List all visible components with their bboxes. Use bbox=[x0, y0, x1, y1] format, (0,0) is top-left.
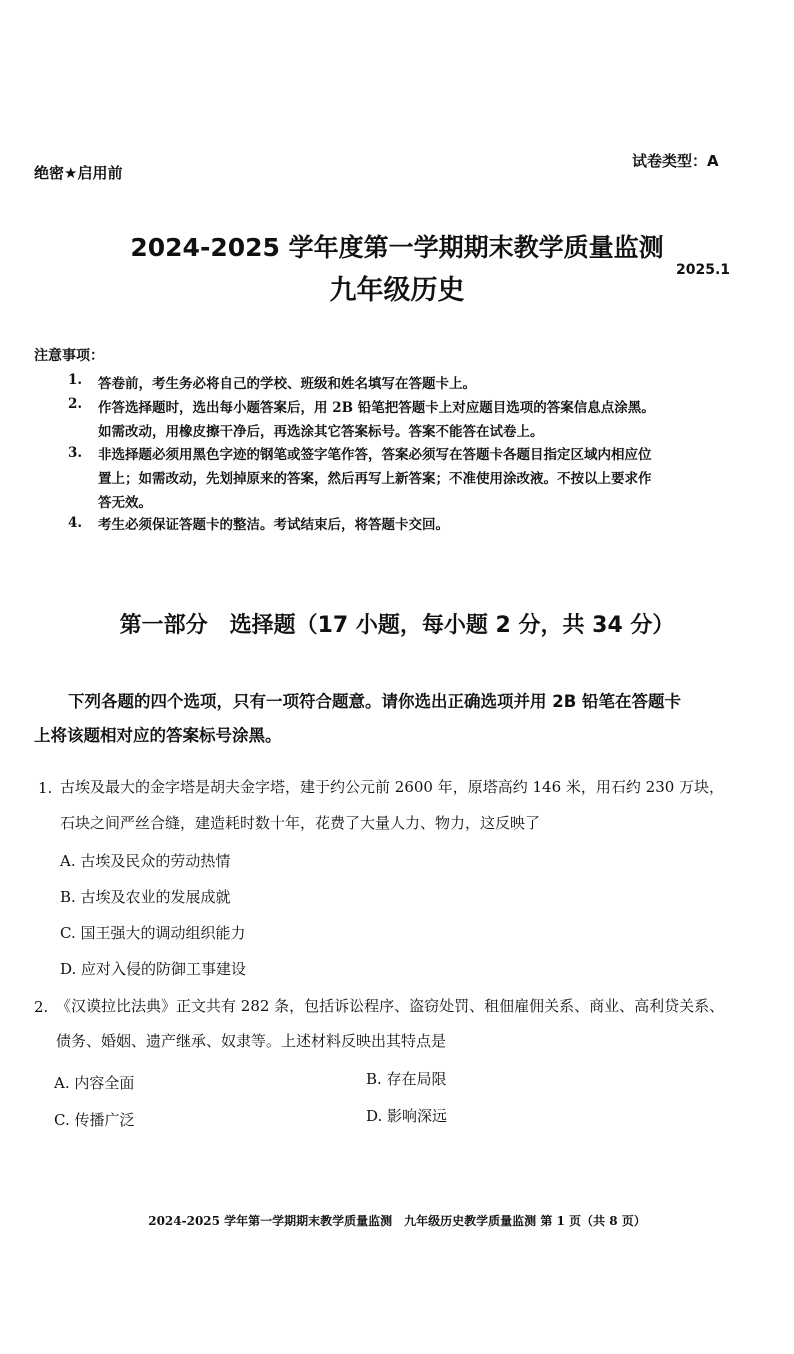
section-intro: 下列各题的四个选项，只有一项符合题意。请你选出正确选项并用 2B 铅笔在答题卡 bbox=[68, 692, 682, 711]
section-intro: 上将该题相对应的答案标号涂黑。 bbox=[34, 726, 282, 745]
notice-number: 2. bbox=[68, 396, 83, 412]
question-number: 1. bbox=[38, 779, 53, 797]
notice-text: 置上；如需改动，先划掉原来的答案，然后再写上新答案；不准使用涂改液。不按以上要求作 bbox=[98, 471, 652, 487]
option-d: D. 应对入侵的防御工事建设 bbox=[60, 960, 247, 978]
page-title: 2024-2025 学年度第一学期期末教学质量监测 bbox=[130, 233, 664, 262]
option-a: A. 内容全面 bbox=[54, 1074, 135, 1092]
exam-date: 2025.1 bbox=[676, 262, 731, 278]
page-footer: 2024-2025 学年第一学期期末教学质量监测 九年级历史教学质量监测 第 1 页（共 8 页） bbox=[148, 1214, 646, 1228]
question-stem: 《汉谟拉比法典》正文共有 282 条，包括诉讼程序、盗窃处罚、租佃雇佣关系、商业、高利贷关系、 bbox=[56, 997, 725, 1015]
notice-text: 非选择题必须用黑色字迹的钢笔或签字笔作答，答案必须写在答题卡各题目指定区域内相应位 bbox=[98, 447, 652, 463]
notice-heading: 注意事项： bbox=[34, 348, 104, 364]
question-stem: 石块之间严丝合缝，建造耗时数十年，花费了大量人力、物力，这反映了 bbox=[60, 814, 541, 832]
paper-type: 试卷类型：A bbox=[632, 152, 719, 170]
question-stem: 债务、婚姻、遗产继承、奴隶等。上述材料反映出其特点是 bbox=[56, 1032, 447, 1050]
notice-text: 考生必须保证答题卡的整洁。考试结束后，将答题卡交回。 bbox=[98, 517, 449, 533]
notice-number: 3. bbox=[68, 445, 83, 461]
page-subtitle: 九年级历史 bbox=[329, 275, 465, 306]
notice-text: 答卷前，考生务必将自己的学校、班级和姓名填写在答题卡上。 bbox=[98, 376, 476, 392]
notice-number: 4. bbox=[68, 515, 83, 531]
notice-text: 答无效。 bbox=[98, 495, 152, 511]
notice-text: 如需改动，用橡皮擦干净后，再选涂其它答案标号。答案不能答在试卷上。 bbox=[98, 424, 544, 440]
option-c: C. 国王强大的调动组织能力 bbox=[60, 924, 246, 942]
notice-text: 作答选择题时，选出每小题答案后，用 2B 铅笔把答题卡上对应题目选项的答案信息点涂黑。 bbox=[98, 400, 655, 416]
question-stem: 古埃及最大的金字塔是胡夫金字塔，建于约公元前 2600 年，原塔高约 146 米，用石约 230 万块， bbox=[60, 778, 725, 796]
option-b: B. 存在局限 bbox=[366, 1070, 447, 1088]
option-d: D. 影响深远 bbox=[366, 1107, 448, 1125]
secret-label: 绝密★启用前 bbox=[34, 164, 123, 182]
option-a: A. 古埃及民众的劳动热情 bbox=[60, 852, 231, 870]
section-title: 第一部分 选择题（17 小题，每小题 2 分，共 34 分） bbox=[119, 613, 675, 638]
option-b: B. 古埃及农业的发展成就 bbox=[60, 888, 231, 906]
question-number: 2. bbox=[34, 998, 49, 1016]
notice-number: 1. bbox=[68, 372, 83, 388]
option-c: C. 传播广泛 bbox=[54, 1111, 135, 1129]
